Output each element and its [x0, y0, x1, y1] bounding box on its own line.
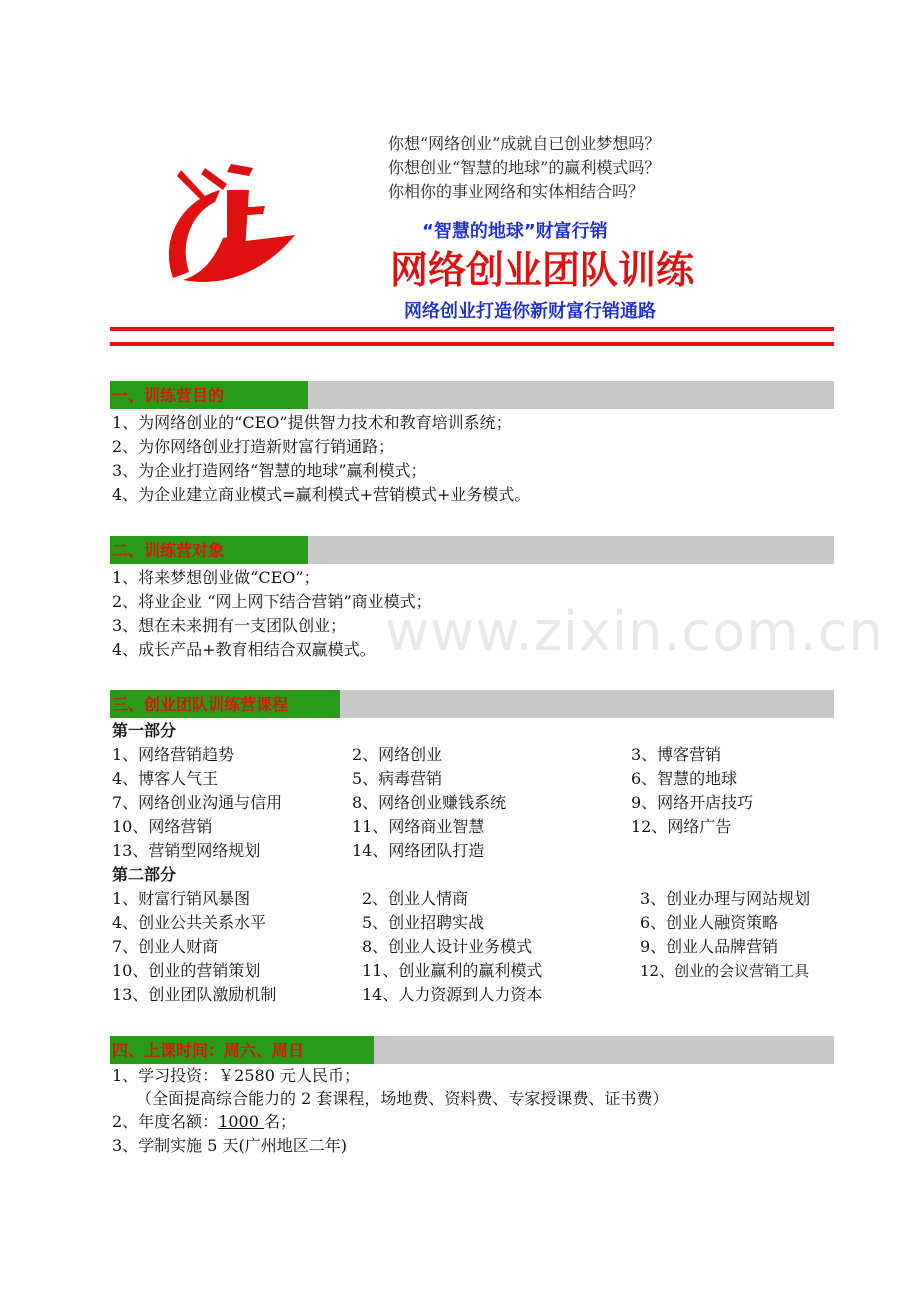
- tuition-note: （全面提高综合能力的 2 套课程，场地费、资料费、专家授课费、证书费）: [136, 1089, 669, 1108]
- quota-line: [112, 1110, 296, 1134]
- section-2-heading: 二、训练营对象: [110, 536, 308, 564]
- section-1-item: 3、为企业打造网络“智慧的地球”赢利模式；: [112, 461, 427, 480]
- section-4-header: [110, 1036, 834, 1064]
- course-item: 9、网络开店技巧: [631, 793, 754, 812]
- quota-value: 1000: [218, 1112, 264, 1131]
- intro-question-1: 你想“网络创业”成就自已创业梦想吗？: [388, 134, 661, 153]
- course-item: 12、网络广告: [631, 817, 732, 836]
- section-3-heading: 三、创业团队训练营课程: [110, 690, 340, 718]
- course-part-2-label: 第二部分: [112, 865, 177, 884]
- course-item: 5、创业招聘实战: [362, 913, 485, 932]
- course-item: 3、博客营销: [631, 745, 722, 764]
- course-item: 5、病毒营销: [352, 769, 443, 788]
- course-item: 7、网络创业沟通与信用: [112, 793, 283, 812]
- course-item: 7、创业人财商: [112, 937, 219, 956]
- tuition-line: 1、学习投资：￥2580 元人民币；: [112, 1066, 360, 1085]
- course-item: 1、网络营销趋势: [112, 745, 235, 764]
- header-divider-top: [110, 327, 834, 331]
- course-item: 13、营销型网络规划: [112, 841, 261, 860]
- page-title: 网络创业团队训练: [390, 248, 695, 292]
- section-1-item: 4、为企业建立商业模式=赢利模式+营销模式+业务模式。: [112, 485, 531, 504]
- section-2-item: 1、将来梦想创业做“CEO”；: [112, 568, 320, 587]
- course-item: 6、智慧的地球: [631, 769, 738, 788]
- course-item: 1、财富行销风暴图: [112, 889, 251, 908]
- intro-question-2: 你想创业“智慧的地球”的赢利模式吗？: [388, 158, 661, 177]
- section-4-heading: 四、上课时间：周六、周日: [110, 1036, 374, 1064]
- course-part-1-label: 第一部分: [112, 721, 177, 740]
- section-2-item: 3、想在未来拥有一支团队创业；: [112, 616, 347, 635]
- section-1-item: 1、为网络创业的“CEO”提供智力技术和教育培训系统；: [112, 413, 512, 432]
- course-item: 12、创业的会议营销工具: [640, 962, 810, 980]
- course-item: 2、网络创业: [352, 745, 443, 764]
- section-2-item: 2、将业企业 “网上网下结合营销”商业模式；: [112, 592, 432, 611]
- course-item: 4、博客人气王: [112, 769, 219, 788]
- intro-question-3: 你相你的事业网络和实体相结合吗？: [388, 182, 645, 201]
- course-item: 8、创业人设计业务模式: [362, 937, 533, 956]
- watermark: www.zixin.com.cn: [385, 600, 884, 663]
- section-1-item: 2、为你网络创业打造新财富行销通路；: [112, 437, 395, 456]
- slogan: “智慧的地球”财富行销: [422, 221, 608, 242]
- course-item: 6、创业人融资策略: [640, 913, 779, 932]
- page-subtitle: 网络创业打造你新财富行销通路: [404, 301, 656, 322]
- course-item: 14、人力资源到人力资本: [362, 985, 543, 1004]
- course-item: 10、创业的营销策划: [112, 961, 261, 980]
- course-item: 11、创业赢利的赢利模式: [362, 961, 543, 980]
- course-item: 13、创业团队激励机制: [112, 985, 277, 1004]
- section-3-header: [110, 690, 834, 718]
- course-item: 14、网络团队打造: [352, 841, 485, 860]
- course-item: 11、网络商业智慧: [352, 817, 485, 836]
- header-divider-bottom: [110, 342, 834, 346]
- section-2-item: 4、成长产品+教育相结合双赢模式。: [112, 640, 376, 659]
- course-item: 2、创业人情商: [362, 889, 469, 908]
- course-item: 4、创业公共关系水平: [112, 913, 267, 932]
- quota-label: 2、年度名额：: [112, 1112, 219, 1131]
- course-item: 9、创业人品牌营销: [640, 937, 779, 956]
- course-item: 10、网络营销: [112, 817, 213, 836]
- quota-unit: 名；: [264, 1112, 297, 1131]
- logo-mark-icon: [165, 150, 300, 295]
- duration-line: 3、学制实施 5 天(广州地区二年): [112, 1136, 348, 1155]
- section-2-header: [110, 536, 834, 564]
- course-item: 8、网络创业赚钱系统: [352, 793, 507, 812]
- section-1-header: [110, 381, 834, 409]
- course-item: 3、创业办理与网站规划: [640, 889, 811, 908]
- logo: [165, 150, 300, 295]
- section-1-heading: 一、训练营目的: [110, 381, 308, 409]
